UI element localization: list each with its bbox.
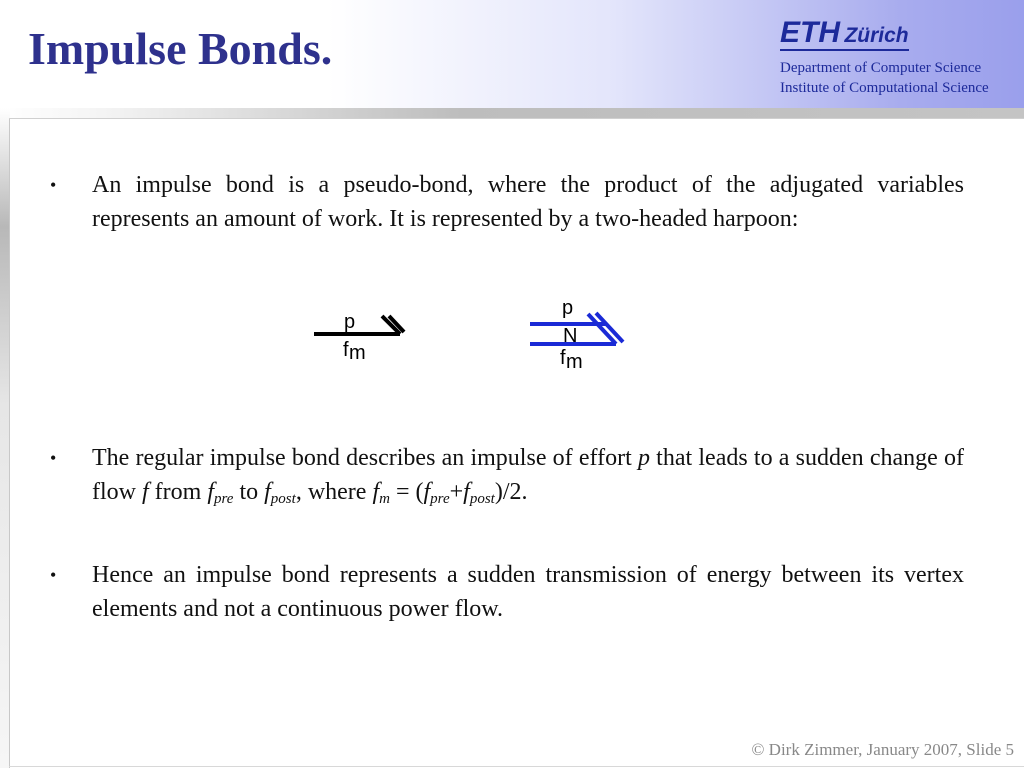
flow-post-variable: f	[264, 479, 271, 505]
frame-left-line	[9, 118, 10, 768]
header-divider	[0, 108, 1024, 118]
eth-logo-text: ETH	[780, 16, 840, 49]
eth-logo	[780, 18, 909, 51]
effort-variable: p	[637, 445, 650, 471]
subscript-m: m	[379, 491, 390, 507]
bullet-text: Hence an impulse bond represents a sudden transmission of energy between its vertex elements and not a continuous power flow.	[92, 562, 964, 622]
department-info	[780, 58, 989, 98]
subscript-pre: pre	[214, 491, 234, 507]
flow-label: f	[343, 339, 349, 361]
bullet-marker: •	[50, 565, 57, 585]
multi-impulse-bond	[530, 297, 623, 373]
multiplicity-label: N	[563, 325, 578, 347]
flow-variable: f	[142, 479, 149, 505]
flow-sub-label: m	[566, 351, 583, 373]
slide-title: Impulse Bonds.	[28, 23, 333, 74]
department-line: Department of Computer Science	[780, 60, 982, 76]
flow-label: f	[560, 347, 566, 369]
text-run: +	[449, 479, 464, 505]
eth-logo-city: Zürich	[844, 24, 909, 47]
text-run: The regular impulse bond describes an impulse of effort	[92, 445, 638, 471]
bullet-item	[50, 168, 964, 236]
subscript-post: post	[270, 491, 296, 507]
text-run: , where	[295, 479, 373, 505]
effort-label: p	[344, 311, 356, 333]
text-run: from	[148, 479, 208, 505]
bullet-text: An impulse bond is a pseudo-bond, where the product of the adjugated variables represents an amount of work. It is represented by a two-headed harpoon:	[92, 172, 964, 232]
bullet-marker: •	[50, 448, 57, 468]
bullet-item	[50, 558, 964, 626]
bullet-item	[50, 441, 964, 509]
impulse-bond-diagram	[300, 290, 660, 380]
flow-pre-variable: f	[207, 479, 214, 505]
subscript-post: post	[469, 491, 495, 507]
bullet-marker: •	[50, 175, 57, 195]
subscript-pre: pre	[430, 491, 450, 507]
regular-impulse-bond	[314, 311, 404, 364]
effort-label: p	[562, 297, 574, 319]
frame-bottom-line	[9, 766, 1024, 767]
slide-footer: © Dirk Zimmer, January 2007, Slide 5	[751, 740, 1014, 759]
flow-post-variable: f	[463, 479, 470, 505]
flow-mean-variable: f	[372, 479, 380, 505]
flow-sub-label: m	[349, 342, 366, 364]
text-run: )/2.	[494, 479, 528, 505]
institute-line: Institute of Computational Science	[780, 80, 989, 96]
bullet-text	[92, 441, 964, 509]
frame-top-line	[9, 118, 1024, 119]
flow-pre-variable: f	[423, 479, 431, 505]
text-run: that leads to a sudden change of flow	[92, 445, 965, 505]
text-run: to	[233, 479, 265, 505]
text-run: = (	[389, 479, 424, 505]
